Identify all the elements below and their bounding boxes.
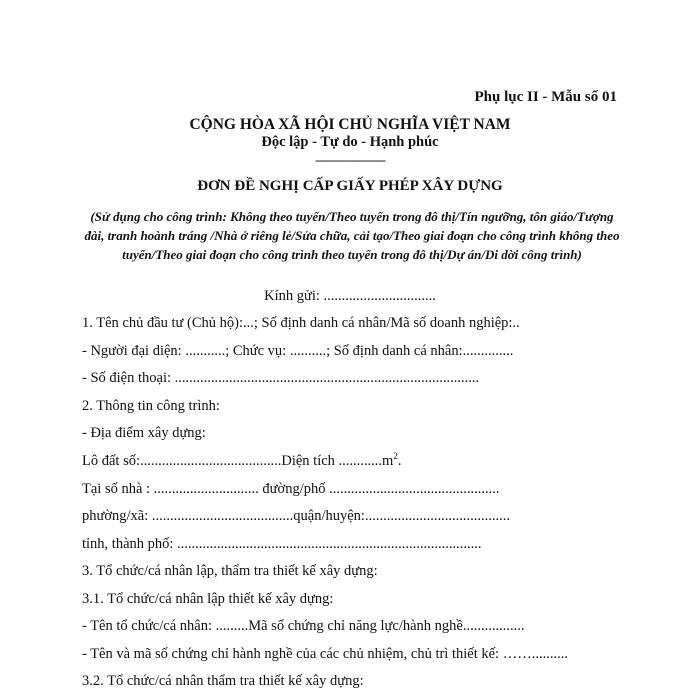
usage-note-prefix: (Sử dụng cho công trình: [90, 209, 231, 224]
review-org-subheading: 3.2. Tổ chức/cá nhân thẩm tra thiết kế xây dựng: [82, 673, 364, 689]
usage-note-body: Không theo tuyến/Theo tuyến trong đô thị/Tín ngưỡng, tôn giáo/Tượng đài, tranh hoành tráng /Nhà ở riêng lẻ/Sửa chữa, cải tạo/Theo giai đoạn cho công trình không theo tuyến/Theo giai đoạn cho công trình theo tuyến trong đô thị/Dự án/Di dời công trình) [84, 209, 620, 262]
project-info-heading: 2. Thông tin công trình: [82, 398, 220, 414]
representative-line: - Người đại diện: ...........; Chức vụ: ..........; Số định danh cá nhân:.............. [82, 343, 514, 359]
land-lot-line [82, 453, 401, 470]
area-unit-superscript: 2 [393, 451, 398, 462]
investor-name-line: 1. Tên chủ đầu tư (Chủ hộ):...; Số định danh cá nhân/Mã số doanh nghiệp:.. [82, 315, 520, 331]
construction-location-label: - Địa điểm xây dựng: [82, 425, 206, 441]
national-motto: Độc lập - Tự do - Hạnh phúc [261, 134, 439, 150]
design-orgs-heading: 3. Tổ chức/cá nhân lập, thẩm tra thiết kế xây dựng: [82, 563, 378, 579]
province-line: tỉnh, thành phố: .................................................................................... [82, 536, 482, 552]
form-title: ĐƠN ĐỀ NGHỊ CẤP GIẤY PHÉP XÂY DỰNG [197, 178, 503, 194]
recipient-line: Kính gửi: ............................... [264, 288, 436, 304]
usage-note [82, 207, 622, 264]
ward-district-line: phường/xã: .......................................quận/huyện:........................................ [82, 508, 510, 524]
design-org-subheading: 3.1. Tổ chức/cá nhân lập thiết kế xây dựng: [82, 591, 334, 607]
header-divider: --------------------- [315, 152, 385, 167]
land-lot-text: Lô đất số:.......................................Diện tích ............m [82, 453, 394, 469]
house-number-line: Tại số nhà : ............................. đường/phố ............................................... [82, 481, 500, 497]
phone-line: - Số điện thoại: .................................................................................... [82, 370, 480, 386]
appendix-label: Phụ lục II - Mẫu số 01 [474, 89, 617, 105]
design-org-name-line: - Tên tổ chức/cá nhân: .........Mã số chứng chỉ năng lực/hành nghề................. [82, 618, 525, 634]
area-suffix: . [397, 453, 402, 469]
design-lead-line: - Tên và mã số chứng chỉ hành nghề của các chủ nhiệm, chủ trì thiết kế: …….......... [82, 646, 568, 662]
country-name: CỘNG HÒA XÃ HỘI CHỦ NGHĨA VIỆT NAM [189, 116, 511, 133]
